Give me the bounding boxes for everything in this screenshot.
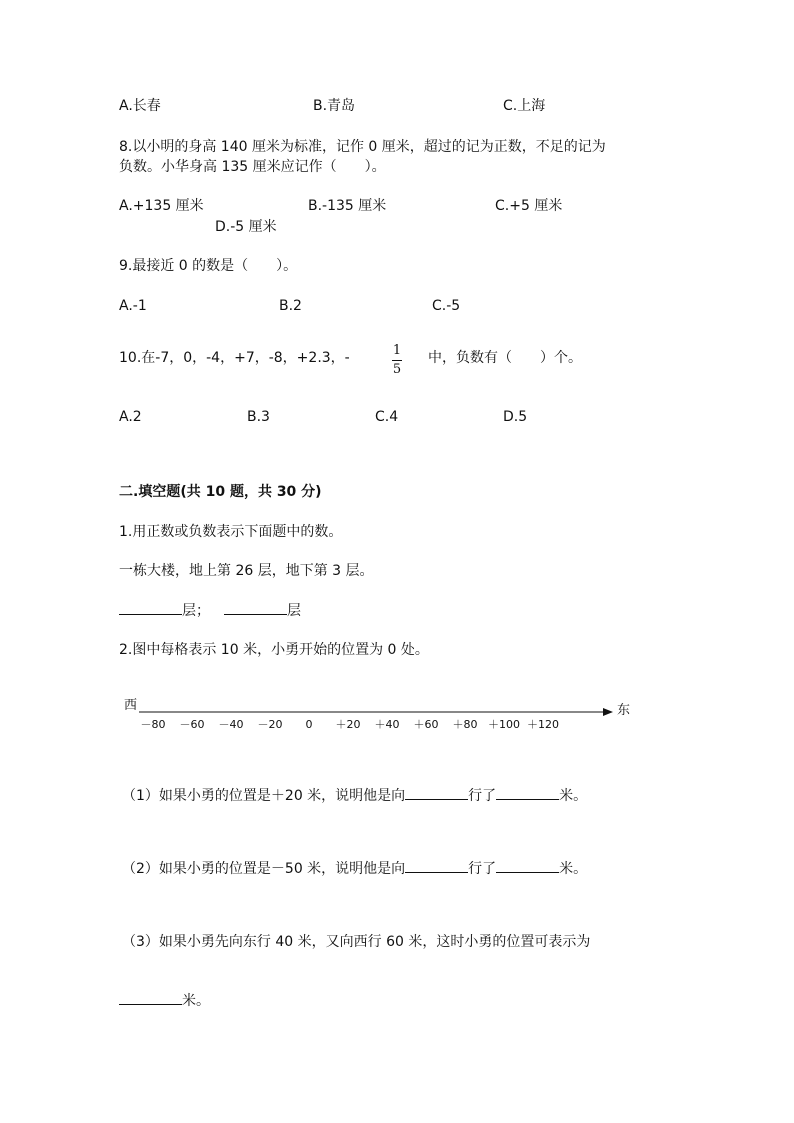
q8-option-d: D.-5 厘米: [215, 219, 277, 235]
q9-option-a: A.-1: [119, 298, 147, 314]
q8-option-a: A.+135 厘米: [119, 198, 204, 214]
tick-label: ＋20: [335, 718, 361, 731]
tick-label: 0: [305, 718, 313, 731]
tick-label: ＋60: [413, 718, 439, 731]
number-line-arrowhead: [603, 708, 613, 716]
tick-label: ＋100: [488, 718, 520, 731]
f2-q3-text-c: 米。: [182, 993, 210, 1009]
f2-stem: 2.图中每格表示 10 米，小勇开始的位置为 0 处。: [119, 642, 429, 658]
f1-stem: 1.用正数或负数表示下面题中的数。: [119, 524, 343, 540]
tick-label: －40: [218, 718, 244, 731]
west-label: 西: [124, 698, 138, 713]
f2-q2-blank-distance[interactable]: [496, 858, 559, 873]
q9-option-c: C.-5: [432, 298, 461, 314]
q7-option-b: B.青岛: [313, 98, 356, 114]
q8-stem-line1: 8.以小明的身高 140 厘米为标准，记作 0 厘米，超过的记为正数，不足的记为: [119, 139, 606, 155]
q9-stem: 9.最接近 0 的数是（ ）。: [119, 258, 298, 274]
q10-fraction: [392, 344, 402, 377]
q7-option-c: C.上海: [503, 98, 546, 114]
q7-option-a: A.长春: [119, 98, 161, 114]
f2-q2-text-c: 米。: [559, 861, 588, 877]
q9-option-b: B.2: [279, 298, 302, 314]
f2-q3-answer: [119, 990, 210, 1011]
q8-stem-line2: 负数。小华身高 135 厘米应记作（ ）。: [119, 159, 386, 175]
f2-q2: [122, 858, 587, 879]
q10-fraction-denominator: 5: [392, 362, 402, 377]
q8-option-b: B.-135 厘米: [308, 198, 387, 214]
q8-option-c: C.+5 厘米: [495, 198, 563, 214]
f2-q3: （3）如果小勇先向东行 40 米，又向西行 60 米，这时小勇的位置可表示为: [122, 934, 591, 950]
f2-q1-text-a: （1）如果小勇的位置是＋20 米，说明他是向: [122, 788, 406, 804]
q10-option-a: A.2: [119, 409, 142, 425]
tick-label: ＋120: [527, 718, 559, 731]
tick-label: －80: [140, 718, 166, 731]
f2-q2-text-b: 行了: [468, 861, 497, 877]
q10-stem-before: 10.在-7，0，-4，+7，-8，+2.3，-: [119, 350, 350, 366]
q10-option-b: B.3: [247, 409, 270, 425]
tick-label: －60: [179, 718, 205, 731]
east-label: 东: [617, 703, 631, 718]
f1-blank-1[interactable]: [119, 600, 182, 615]
f2-q1-blank-direction[interactable]: [405, 785, 468, 800]
tick-label: ＋80: [452, 718, 478, 731]
section-heading: 二.填空题(共 10 题，共 30 分): [119, 484, 322, 500]
q10-option-c: C.4: [375, 409, 399, 425]
f1-unit-1: 层；: [182, 603, 210, 619]
number-line-svg: [119, 694, 639, 734]
f2-q1-text-c: 米。: [559, 788, 588, 804]
number-line: [119, 694, 639, 734]
tick-labels: [141, 718, 560, 731]
f2-q1-text-b: 行了: [468, 788, 497, 804]
f1-blank-2[interactable]: [224, 600, 287, 615]
tick-label: －20: [257, 718, 283, 731]
q10-fraction-bar: [392, 360, 402, 361]
f2-q3-blank-position[interactable]: [119, 990, 182, 1005]
f1-answer-row: [119, 600, 301, 621]
q10-option-d: D.5: [503, 409, 528, 425]
tick-label: ＋40: [374, 718, 400, 731]
f2-q1: [122, 785, 587, 806]
f1-unit-2: 层: [287, 603, 301, 619]
q10-stem-after: 中，负数有（ ）个。: [428, 350, 582, 366]
q10-fraction-numerator: 1: [392, 343, 402, 358]
f2-q2-text-a: （2）如果小勇的位置是－50 米，说明他是向: [122, 861, 406, 877]
f2-q1-blank-distance[interactable]: [496, 785, 559, 800]
f1-context: 一栋大楼，地上第 26 层，地下第 3 层。: [119, 563, 374, 579]
f2-q2-blank-direction[interactable]: [405, 858, 468, 873]
